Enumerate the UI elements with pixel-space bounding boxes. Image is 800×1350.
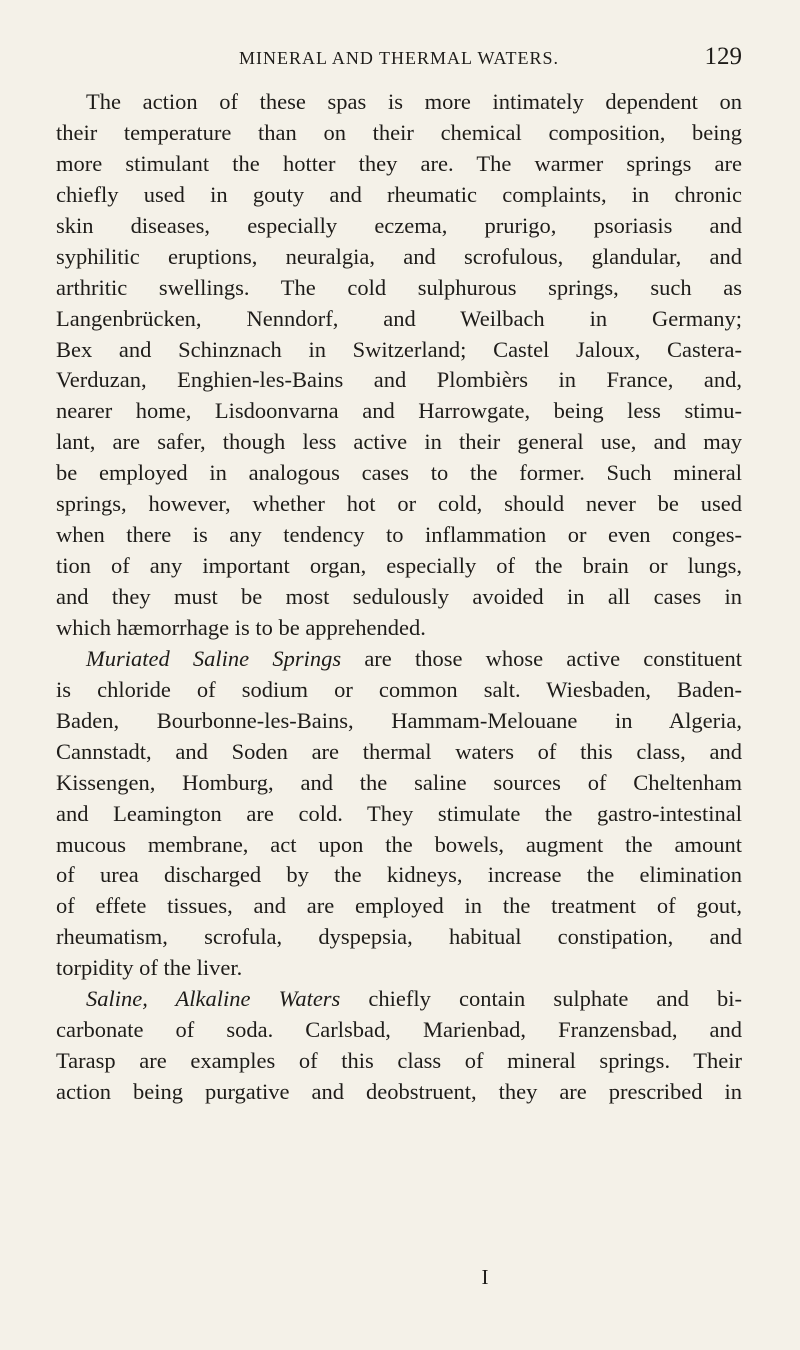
- text-line: [56, 582, 742, 613]
- running-title: MINERAL AND THERMAL WATERS.: [238, 48, 559, 68]
- line-text: action being purgative and deobstruent, they are prescribed in: [56, 1079, 742, 1104]
- text-line: [56, 211, 742, 242]
- line-text: skin diseases, especially eczema, prurigo, psoriasis and: [56, 212, 742, 238]
- line-text: carbonate of soda. Carlsbad, Marienbad, Franzensbad, and: [56, 1017, 742, 1043]
- text-line: [56, 1046, 742, 1077]
- text-line: [56, 304, 742, 335]
- line-text: of urea discharged by the kidneys, increase the elimination: [56, 862, 742, 888]
- text-line: [56, 273, 742, 304]
- text-line: [56, 953, 742, 984]
- line-text: Verduzan, Enghien-les-Bains and Plombièrs in France, and,: [56, 367, 742, 393]
- text-line: [56, 737, 742, 768]
- text-line: [56, 427, 742, 458]
- text-line: [56, 396, 742, 427]
- text-line: [56, 613, 742, 644]
- text-line: [56, 706, 742, 737]
- text-line: [56, 242, 742, 273]
- line-text: which hæmorrhage is to be apprehended.: [56, 614, 426, 640]
- text-line: [56, 180, 742, 211]
- text-line: [56, 335, 742, 366]
- line-text: syphilitic eruptions, neuralgia, and scrofulous, glandular, and: [56, 243, 742, 269]
- text-line: [56, 489, 742, 520]
- text-line: [56, 118, 742, 149]
- line-text: springs, however, whether hot or cold, should never be used: [56, 491, 742, 517]
- page-number: 129: [704, 43, 742, 70]
- line-text: mucous membrane, act upon the bowels, augment the amount: [56, 831, 742, 857]
- text-line: [56, 830, 742, 861]
- text-line: [56, 768, 742, 799]
- text-line: [56, 87, 742, 118]
- line-text: be employed in analogous cases to the former. Such mineral: [56, 460, 742, 486]
- text-line: [56, 922, 742, 953]
- line-text: rheumatism, scrofula, dyspepsia, habitual constipation, and: [56, 924, 742, 950]
- text-line: [56, 644, 742, 675]
- line-text: and Leamington are cold. They stimulate the gastro-intestinal: [56, 800, 742, 826]
- text-line: [56, 675, 742, 706]
- signature-mark: I: [481, 1265, 489, 1289]
- line-text: arthritic swellings. The cold sulphurous springs, such as: [56, 274, 742, 300]
- line-text: and they must be most sedulously avoided in all cases in: [56, 584, 742, 609]
- text-line: [56, 458, 742, 489]
- text-line: [56, 149, 742, 180]
- line-text: tion of any important organ, especially of the brain or lungs,: [56, 553, 742, 579]
- line-text: chiefly used in gouty and rheumatic complaints, in chronic: [56, 181, 742, 207]
- line-text: chiefly contain sulphate and bi-: [340, 986, 743, 1012]
- line-text: Kissengen, Homburg, and the saline sources of Cheltenham: [56, 769, 742, 795]
- text-line: [56, 860, 742, 891]
- text-line: [56, 1015, 742, 1046]
- line-text: nearer home, Lisdoonvarna and Harrowgate, being less stimu-: [56, 398, 742, 424]
- line-text: are those whose active constituent: [341, 645, 742, 671]
- text-line: [56, 1077, 742, 1108]
- text-line: [56, 365, 742, 396]
- text-line: [56, 984, 742, 1015]
- line-text: is chloride of sodium or common salt. Wiesbaden, Baden-: [56, 676, 742, 702]
- line-text: more stimulant the hotter they are. The warmer springs are: [56, 150, 742, 176]
- line-text: Cannstadt, and Soden are thermal waters of this class, and: [56, 738, 742, 764]
- section-lead: Muriated Saline Springs: [86, 645, 342, 671]
- line-text: The action of these spas is more intimately dependent on: [86, 89, 742, 114]
- line-text: their temperature than on their chemical composition, being: [56, 119, 742, 145]
- running-head: [56, 43, 742, 76]
- text-line: [56, 551, 742, 582]
- body-text: [56, 87, 742, 1108]
- line-text: of effete tissues, and are employed in the treatment of gout,: [56, 893, 742, 919]
- text-line: [56, 799, 742, 830]
- line-text: torpidity of the liver.: [56, 955, 243, 981]
- text-line: [56, 520, 742, 551]
- section-lead: Saline, Alkaline Waters: [86, 986, 341, 1012]
- line-text: when there is any tendency to inflammation or even conges-: [56, 522, 742, 548]
- line-text: Baden, Bourbonne-les-Bains, Hammam-Melouane in Algeria,: [56, 707, 742, 733]
- line-text: Tarasp are examples of this class of mineral springs. Their: [56, 1048, 742, 1074]
- text-line: [56, 891, 742, 922]
- line-text: lant, are safer, though less active in their general use, and may: [56, 429, 742, 455]
- line-text: Bex and Schinznach in Switzerland; Castel Jaloux, Castera-: [56, 336, 742, 362]
- line-text: Langenbrücken, Nenndorf, and Weilbach in Germany;: [56, 305, 742, 331]
